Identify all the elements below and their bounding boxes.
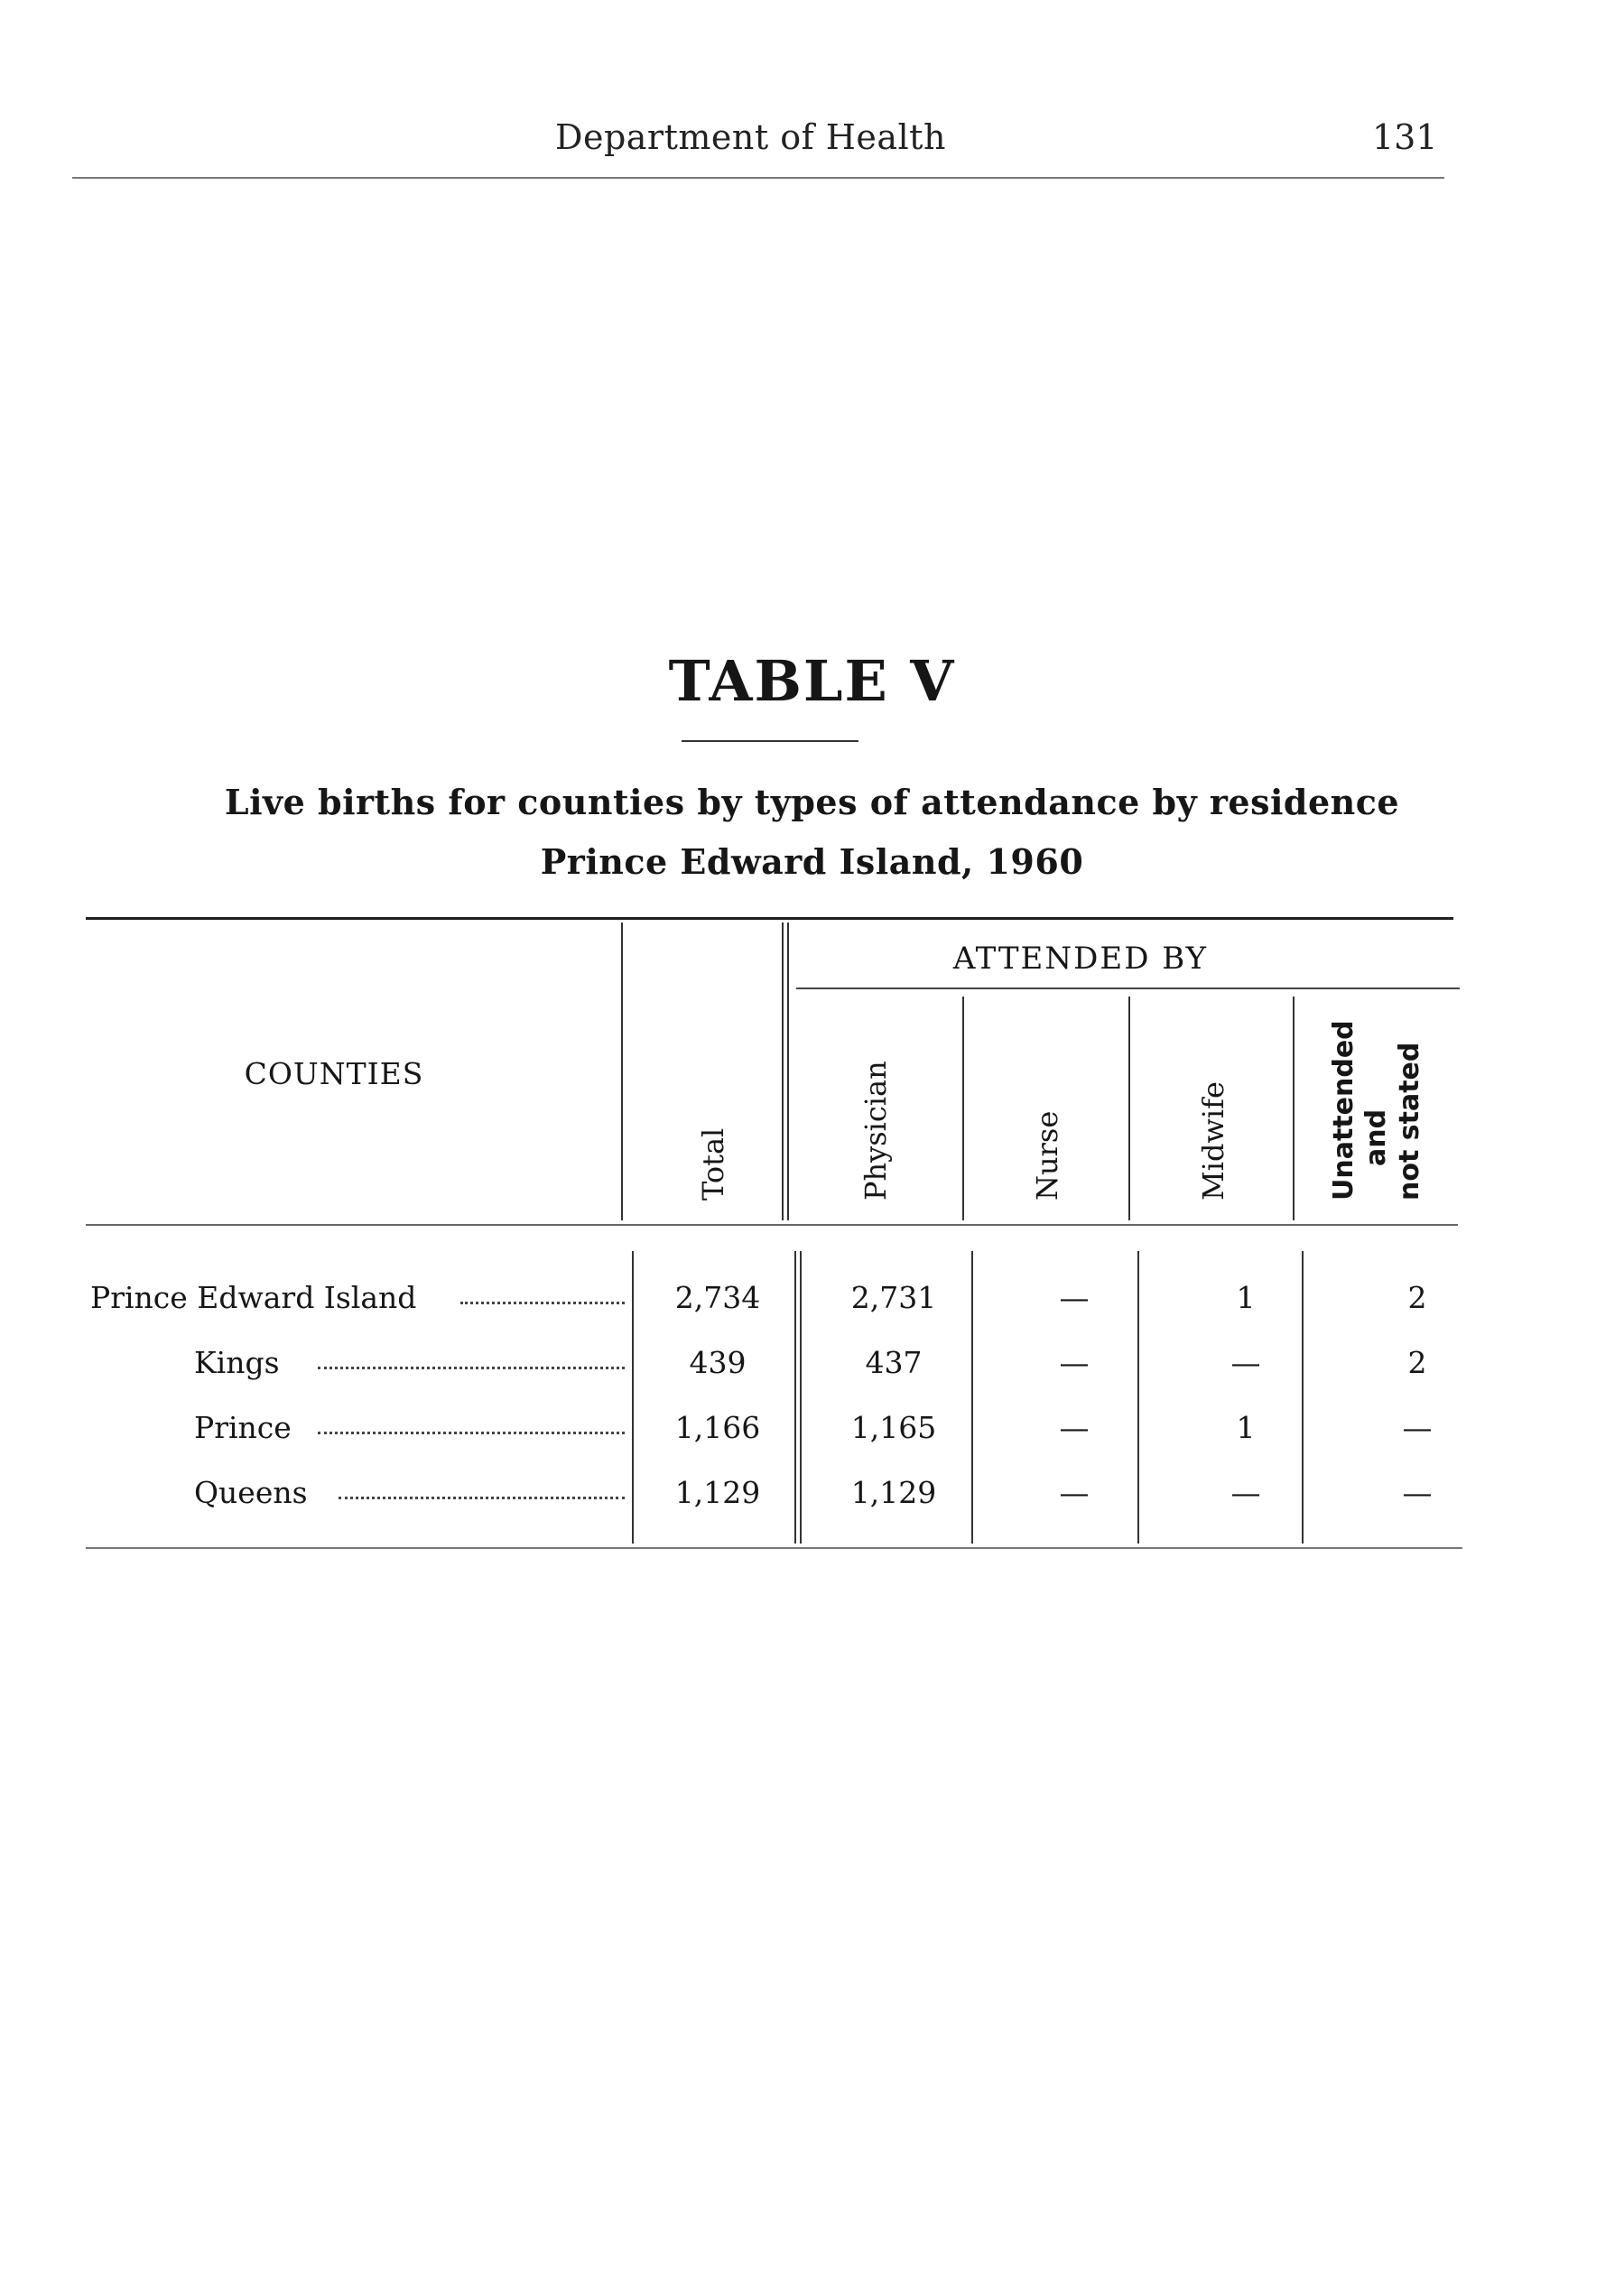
cell-nurse: — [1059, 1410, 1090, 1445]
dot-leader [339, 1497, 625, 1499]
table-row [0, 1475, 1624, 1520]
running-head [0, 117, 1624, 172]
attended-by-rule [796, 988, 1460, 989]
table-row [0, 1345, 1624, 1390]
county-name: Prince Edward Island [90, 1280, 417, 1315]
column-header-unattended-line1: Unattended [1328, 1020, 1360, 1201]
cell-total: 2,734 [674, 1280, 761, 1315]
column-header-nurse: Nurse [1030, 1110, 1064, 1201]
running-title: Department of Health [555, 117, 946, 157]
table-top-rule [86, 917, 1453, 920]
page-number: 131 [1372, 117, 1438, 157]
column-divider [1128, 997, 1130, 1220]
column-header-midwife: Midwife [1196, 1081, 1230, 1201]
table-title: TABLE V [668, 648, 956, 714]
dot-leader [460, 1302, 625, 1304]
column-header-total: Total [696, 1127, 730, 1201]
table-bottom-rule [86, 1547, 1462, 1549]
dot-leader [318, 1367, 625, 1369]
county-name: Kings [194, 1345, 280, 1380]
column-header-physician: Physician [858, 1061, 893, 1201]
table-row [0, 1410, 1624, 1455]
cell-unattended: — [1402, 1475, 1433, 1510]
county-name: Queens [194, 1475, 308, 1510]
cell-total: 439 [689, 1345, 747, 1380]
cell-midwife: — [1230, 1475, 1261, 1510]
column-divider [621, 923, 623, 1220]
column-divider [1293, 997, 1295, 1220]
title-divider [682, 740, 858, 742]
column-divider [787, 923, 789, 1220]
dot-leader [318, 1432, 625, 1434]
cell-total: 1,129 [674, 1475, 761, 1510]
column-divider [782, 923, 784, 1220]
column-divider [962, 997, 964, 1220]
column-group-header-attended-by: ATTENDED BY [952, 941, 1209, 977]
cell-physician: 1,165 [850, 1410, 937, 1445]
cell-nurse: — [1059, 1345, 1090, 1380]
column-header-counties: COUNTIES [244, 1056, 424, 1091]
cell-unattended: 2 [1407, 1345, 1427, 1380]
cell-physician: 1,129 [850, 1475, 937, 1510]
table-subtitle: Live births for counties by types of attendance by residence [224, 782, 1400, 822]
cell-nurse: — [1059, 1475, 1090, 1510]
cell-physician: 437 [865, 1345, 923, 1380]
cell-unattended: — [1402, 1410, 1433, 1445]
table-subtitle-place: Prince Edward Island, 1960 [540, 841, 1084, 882]
cell-midwife: 1 [1236, 1410, 1256, 1445]
cell-midwife: — [1230, 1345, 1261, 1380]
header-rule [72, 177, 1444, 179]
table-row [0, 1280, 1624, 1325]
cell-physician: 2,731 [850, 1280, 937, 1315]
cell-midwife: 1 [1236, 1280, 1256, 1315]
cell-unattended: 2 [1407, 1280, 1427, 1315]
column-header-unattended-line3: not stated [1394, 1042, 1425, 1201]
county-name: Prince [194, 1410, 292, 1445]
cell-nurse: — [1059, 1280, 1090, 1315]
header-bottom-rule [86, 1224, 1458, 1226]
cell-total: 1,166 [674, 1410, 761, 1445]
column-header-unattended-line2: and [1360, 1108, 1392, 1166]
